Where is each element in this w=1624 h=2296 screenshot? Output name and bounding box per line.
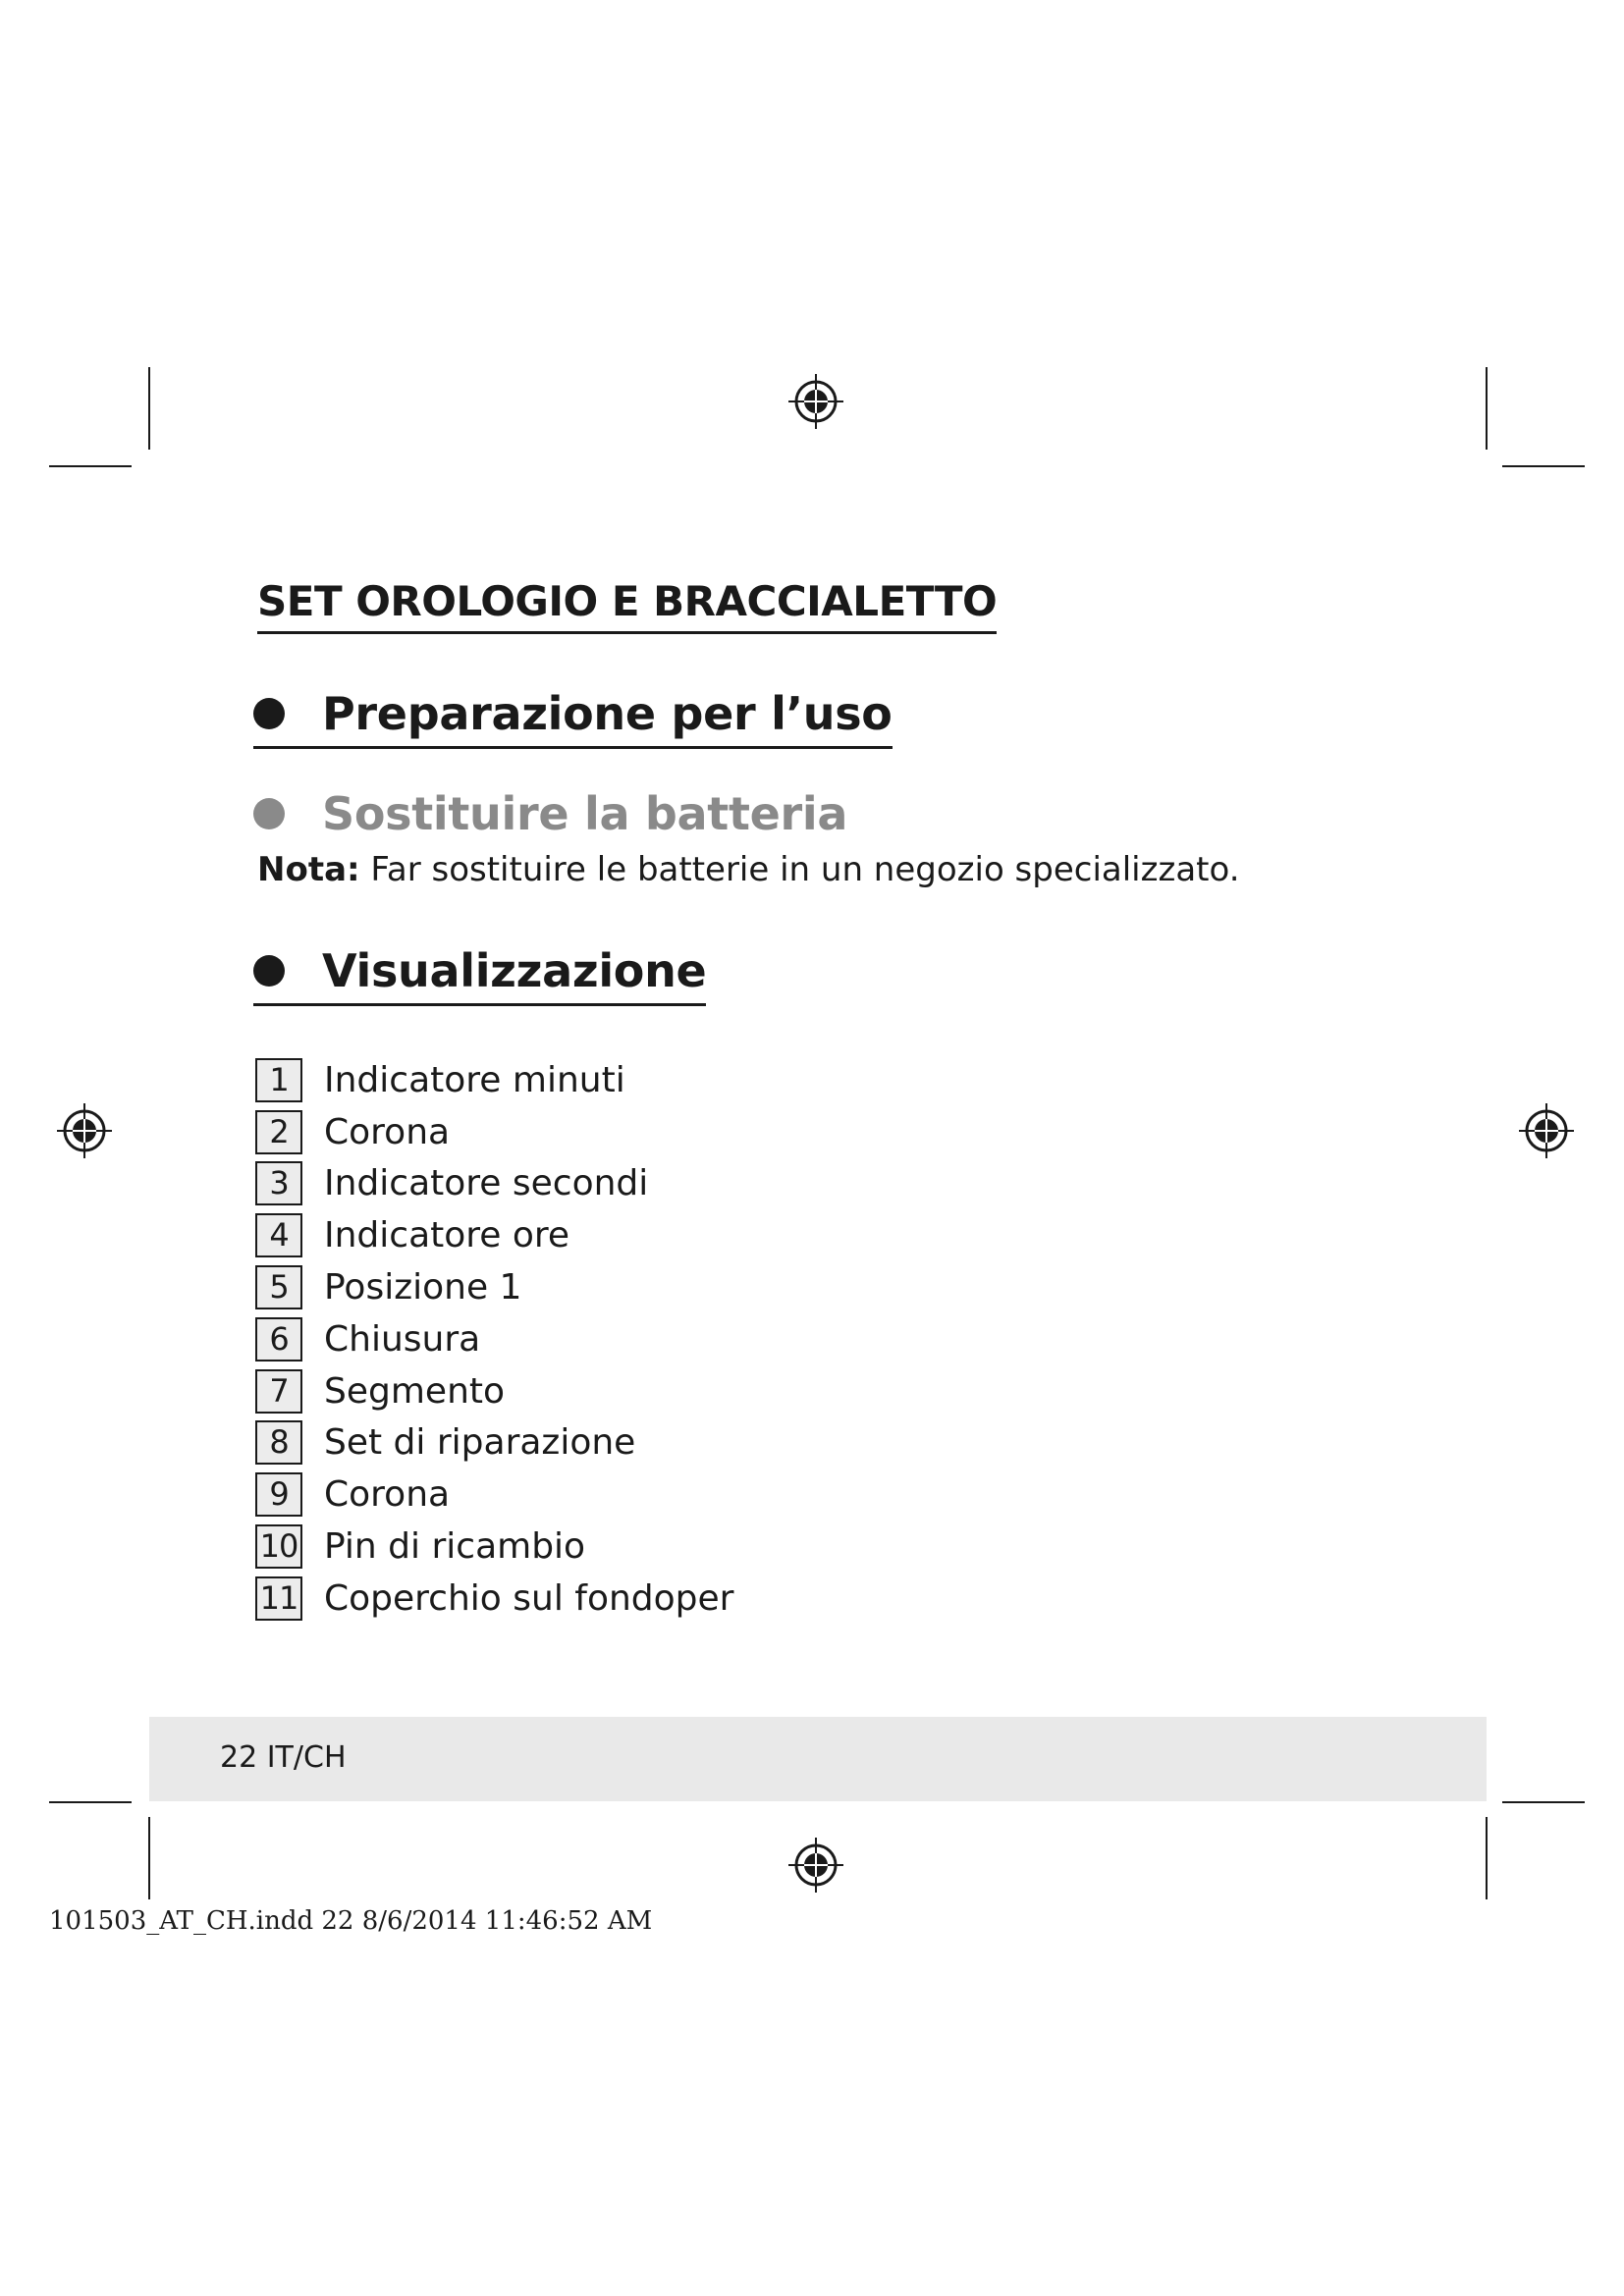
list-item: [255, 1521, 733, 1573]
list-item: [255, 1209, 733, 1261]
crop-mark-icon: [1502, 465, 1585, 467]
list-item: [255, 1313, 733, 1365]
part-number-box: 6: [255, 1317, 302, 1362]
crop-mark-icon: [1486, 367, 1488, 450]
list-item: [255, 1417, 733, 1469]
section-heading-preparation: [253, 687, 893, 749]
part-label: Indicatore ore: [324, 1215, 570, 1256]
note-text: Far sostituire le batterie in un negozio specializzato.: [370, 850, 1240, 889]
list-item: [255, 1365, 733, 1417]
registration-mark-icon: [55, 1101, 114, 1160]
part-label: Posizione 1: [324, 1267, 522, 1308]
list-item: [255, 1106, 733, 1158]
print-slug: 101503_AT_CH.indd 22 8/6/2014 11:46:52 AM: [49, 1906, 653, 1936]
section-label: Sostituire la batteria: [322, 787, 848, 840]
list-item: [255, 1054, 733, 1106]
registration-mark-icon: [786, 1836, 845, 1895]
crop-mark-icon: [49, 1801, 132, 1803]
note-label: Nota:: [257, 850, 360, 889]
crop-mark-icon: [148, 367, 150, 450]
part-label: Segmento: [324, 1370, 506, 1412]
section-heading-battery: [253, 787, 847, 846]
note-paragraph: [257, 850, 1240, 889]
bullet-icon: [253, 955, 285, 987]
part-number-box: 11: [255, 1576, 302, 1621]
bullet-icon: [253, 798, 285, 829]
section-label: Visualizzazione: [322, 944, 707, 997]
registration-mark-icon: [786, 372, 845, 431]
crop-mark-icon: [1502, 1801, 1585, 1803]
part-number-box: 10: [255, 1524, 302, 1569]
list-item: [255, 1468, 733, 1521]
page-number: 22 IT/CH: [220, 1740, 347, 1775]
parts-list: [255, 1054, 733, 1625]
bullet-icon: [253, 698, 285, 729]
part-label: Indicatore secondi: [324, 1163, 649, 1204]
part-number-box: 2: [255, 1110, 302, 1154]
part-label: Corona: [324, 1111, 451, 1152]
part-number-box: 1: [255, 1058, 302, 1102]
part-number-box: 5: [255, 1265, 302, 1309]
registration-mark-icon: [1517, 1101, 1576, 1160]
part-number-box: 4: [255, 1213, 302, 1257]
list-item: [255, 1261, 733, 1313]
part-label: Corona: [324, 1474, 451, 1516]
part-number-box: 3: [255, 1161, 302, 1205]
footer-band: [149, 1717, 1487, 1801]
list-item: [255, 1158, 733, 1210]
part-number-box: 7: [255, 1369, 302, 1414]
section-heading-display: [253, 944, 706, 1006]
list-item: [255, 1573, 733, 1625]
part-number-box: 8: [255, 1420, 302, 1465]
part-label: Indicatore minuti: [324, 1059, 625, 1100]
section-label: Preparazione per l’uso: [322, 687, 893, 740]
part-label: Chiusura: [324, 1318, 481, 1360]
part-label: Coperchio sul fondoper: [324, 1577, 734, 1619]
part-number-box: 9: [255, 1472, 302, 1517]
part-label: Set di riparazione: [324, 1422, 636, 1464]
page-title: SET OROLOGIO E BRACCIALETTO: [257, 577, 997, 634]
crop-mark-icon: [1486, 1817, 1488, 1899]
crop-mark-icon: [49, 465, 132, 467]
crop-mark-icon: [148, 1817, 150, 1899]
part-label: Pin di ricambio: [324, 1526, 586, 1568]
